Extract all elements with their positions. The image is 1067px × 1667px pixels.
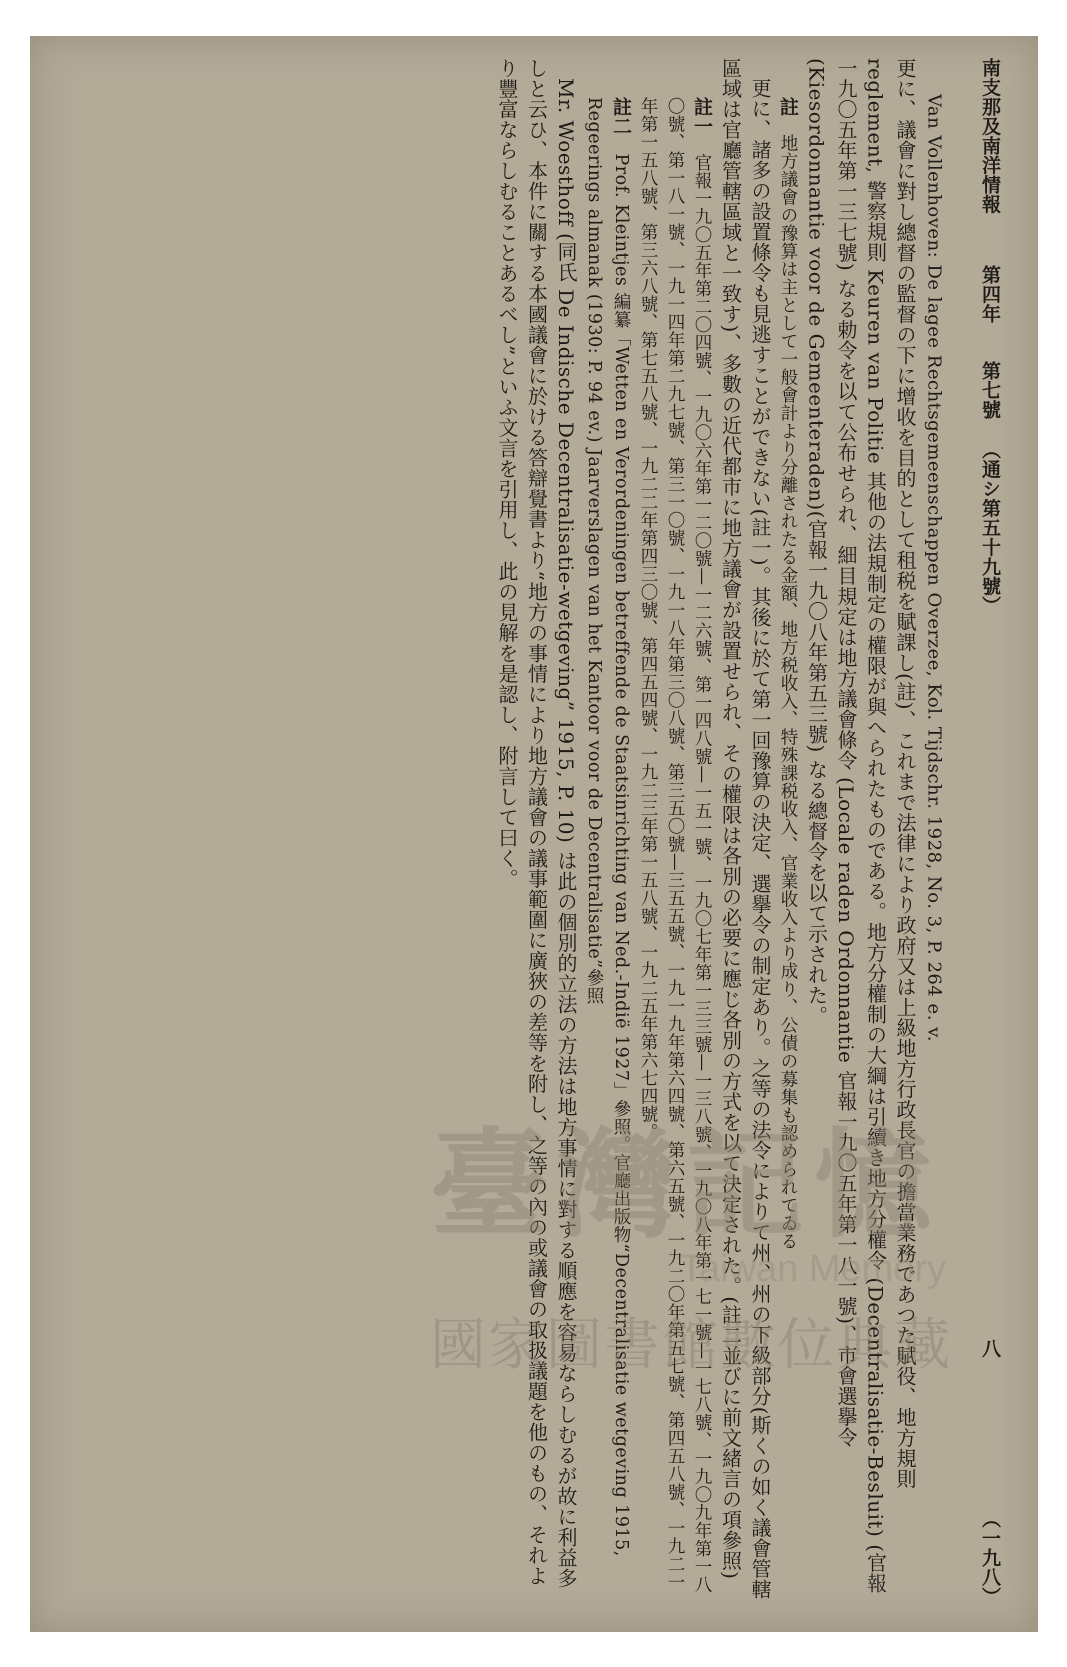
watermark-chinese-large: 臺灣記憶 bbox=[430, 1115, 943, 1254]
running-header bbox=[975, 58, 1005, 1606]
footnote-label: 註二 bbox=[610, 96, 632, 136]
footnote-label: 註 bbox=[777, 96, 799, 116]
watermark-english: Taiwan Memory bbox=[680, 1248, 947, 1290]
paragraph-ordinances: 更に、諸多の設置條令も見逃すことができない(註一)。其後に於て第一回豫算の決定、選擧令の制定あり。之等の法令によりて州、州の下級部分(斯くの如く議會管轄區域は官廳管轄區域と一致す)、多數の近代都市に地方議會が設置せられ、その權限は各別の必要に應じ各別の方式を以て決定された。(註二並びに前文緒言の項參照) bbox=[718, 58, 772, 1600]
footnote-budget bbox=[774, 58, 801, 1606]
footnote-text: 官報一九〇五年第二〇四號、一九〇六年第一二〇號—一二六號、第一四八號—一五一號、一九〇七年第一三三號—一三八號、一九〇八年第一七一號—一七八號、一九〇九年第一八〇號、第一八一號、一九一四年第二九七號、第三一〇號、一九一八年第三〇八號、第三五〇號—三五五號、一九一九年第六四號、第六五號、一九二〇年第五七號、第四五八號、一九二一年第一五八號、第三六八號、第七五八號、一九二二年第四三〇號、第四五四號、一九二三年第一五八號、一九二五年第六七四號。 bbox=[638, 96, 712, 1593]
footnote-1 bbox=[634, 58, 715, 1606]
page-number-local: 八 bbox=[979, 1339, 1001, 1359]
footnote-text: Prof. Kleintjes 編纂「Wetten en Verordeningen betreffende de Staatsinrichting van Ned.-Indië 1927」參照。官廳出版物“Decentralisatie wetgeving 1915, Regeerings almanak (1930: P. 94 ev.) Jaarverslagen van het Kantoor voor de Decentralisatie”參照 bbox=[584, 96, 631, 1557]
issue-number: 第七號 bbox=[979, 360, 1001, 420]
journal-title: 南支那及南洋情報 bbox=[979, 58, 1001, 214]
footnote-2 bbox=[580, 58, 634, 1606]
citation-vollenhoven: Van Vollenhoven: De lagee Rechtsgemeenschappen Overzee, Kol. Tijdschr. 1928, No. 3, P. 264 e. v. bbox=[923, 94, 945, 1042]
volume-year: 第四年 bbox=[979, 265, 1001, 324]
watermark-chinese-small: 國家圖書館數位典藏 bbox=[430, 1313, 952, 1378]
footnote-label: 註一 bbox=[691, 96, 713, 136]
page-number-global: （一九八） bbox=[979, 1508, 1001, 1606]
page-body bbox=[44, 58, 1004, 1606]
paragraph-woesthoff: Mr. Woesthoff (同氏 De Indische Decentralisatie-wetgeving” 1915, P. 10) は此の個別的立法の方法は地方事情に對する順應を容易ならしむるが故に利益多しと云ひ、本件に關する本國議會に於ける答辯覺書より“地方の事情により地方議會の議事範圍に廣狹の差等を附し、之等の內の或議會の取扱議題を他のもの、それより豐富ならしむることあるべし”といふ文言を引用し、此の見解を是認し、附言して曰く。 bbox=[495, 58, 578, 1589]
footnote-text: 地方議會の豫算は主として一般會計より分離されたる金額、地方税收入、特殊課税收入、官業收入より成り、公債の募集も認められてゐる bbox=[778, 133, 798, 1250]
paragraph-taxation: 更に、議會に對し總督の監督の下に增收を目的として租税を賦課し(註)、これまで法律により政府又は上級地方行政長官の擔當業務であつた賦役、地方規則 reglement, 警察規則 Keuren van Politie 其他の法規制定の權限が與へられたものである。地方分權制の大綱は引續き地方分權令 (Decentralisatie-Besluit) (官報一九〇五年第一三七號) なる勅令を以て公布せられ、細目規定は地方議會條令 (Locale raden Ordonnantie 官報一九〇五年第一八一號)、市會選擧令(Kiesordonnantie voor de Gemeenteraden)(官報一九〇八年第五三號) なる總督令を以て示された。 bbox=[804, 58, 917, 1594]
serial-number: （通シ第五十九號） bbox=[979, 440, 1001, 616]
